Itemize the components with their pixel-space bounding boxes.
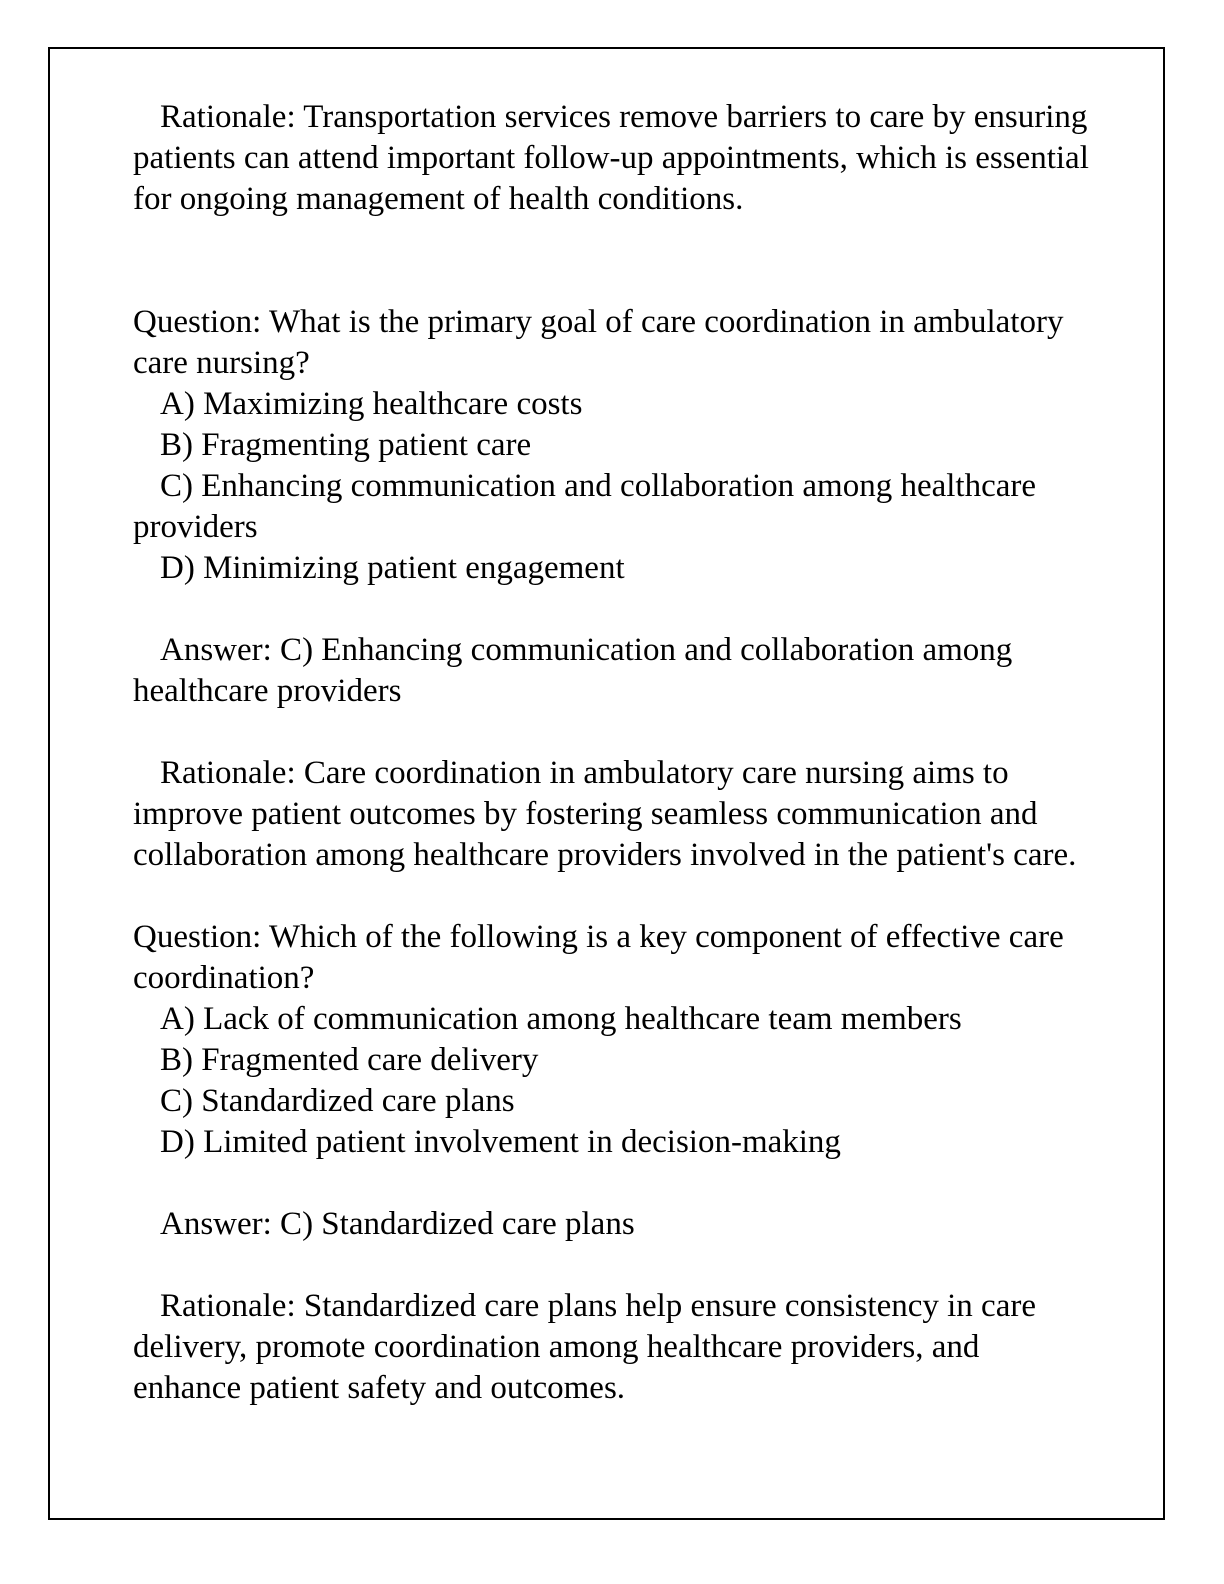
q1-rationale: Rationale: Care coordination in ambulatory care nursing aims to improve patient outcomes by fostering seamless communication and collaboration among healthcare providers involved in the patient's care. [133,755,1077,873]
q1-answer: Answer: C) Enhancing communication and collaboration among healthcare providers [133,632,1013,709]
question-1: Question: What is the primary goal of care coordination in ambulatory care nursing? [133,304,1064,381]
document-body [133,97,1093,1409]
q1-option-c: C) Enhancing communication and collaboration among healthcare providers [133,468,1037,545]
q1-option-a: A) Maximizing healthcare costs [160,386,583,422]
q1-option-d: D) Minimizing patient engagement [160,550,625,586]
q2-option-d: D) Limited patient involvement in decision-making [160,1124,841,1160]
q2-answer: Answer: C) Standardized care plans [160,1206,635,1242]
rationale-transportation: Rationale: Transportation services remove barriers to care by ensuring patients can attend important follow-up appointments, which is essential for ongoing management of health conditions. [133,99,1089,217]
q2-option-c: C) Standardized care plans [160,1083,515,1119]
q2-rationale: Rationale: Standardized care plans help ensure consistency in care delivery, promote coordination among healthcare providers, and enhance patient safety and outcomes. [133,1288,1036,1406]
q2-option-a: A) Lack of communication among healthcare team members [160,1001,962,1037]
q1-option-b: B) Fragmenting patient care [160,427,532,463]
q2-option-b: B) Fragmented care delivery [160,1042,539,1078]
question-2: Question: Which of the following is a key component of effective care coordination? [133,919,1064,996]
